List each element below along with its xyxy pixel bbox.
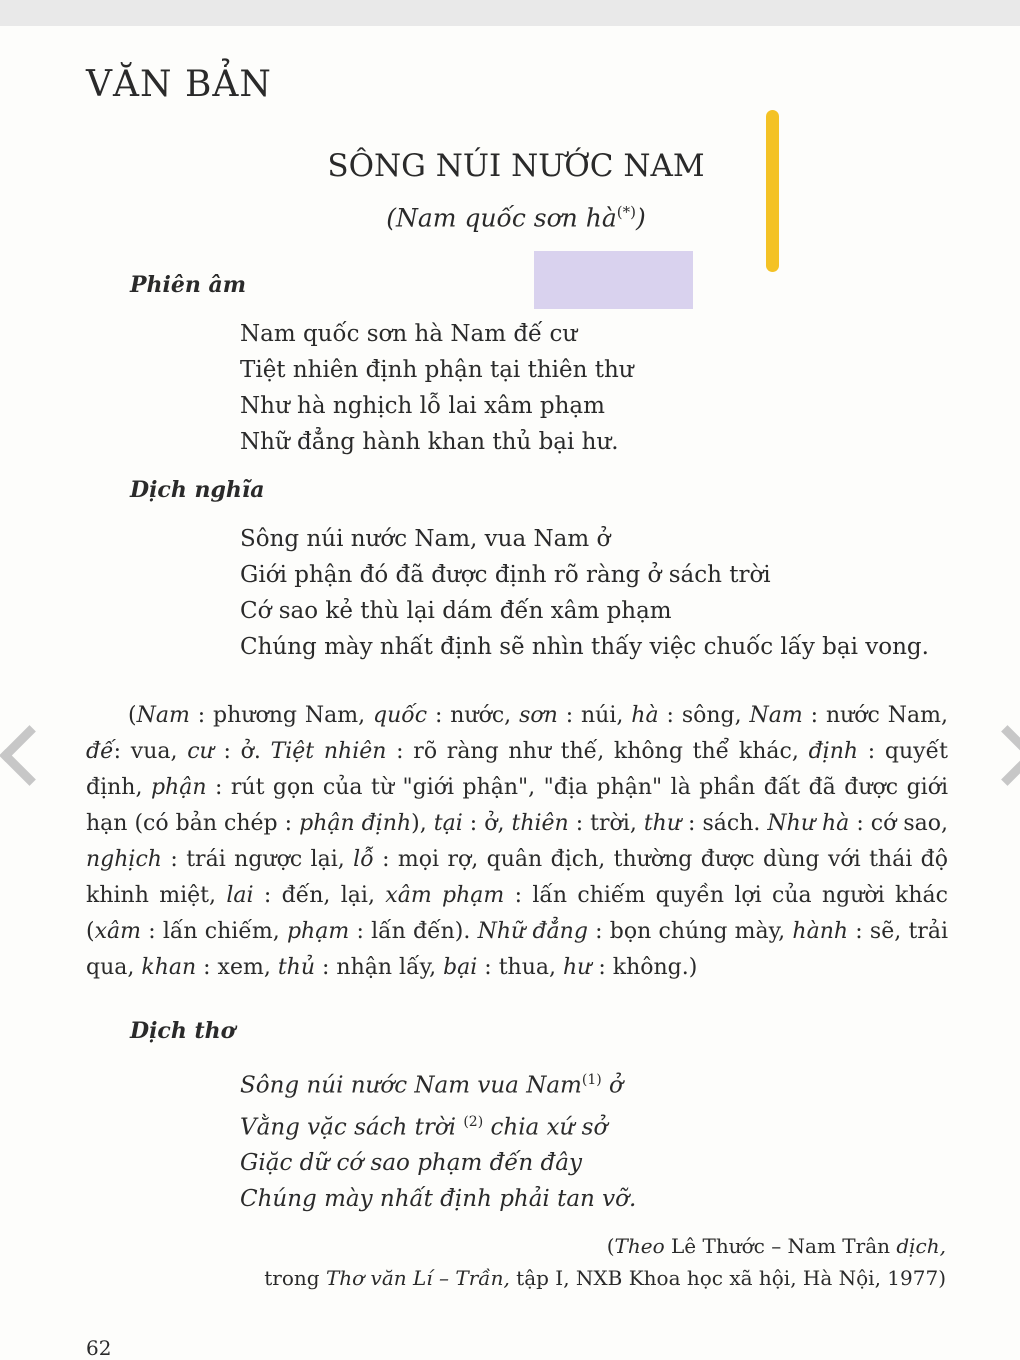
glossary-notes [86,698,948,986]
glossary-term: lai [226,883,254,908]
poem-subtitle [0,203,1020,232]
glossary-text: : nhận lấy, [315,955,444,980]
verse-line: Như hà nghịch lỗ lai xâm phạm [240,393,605,419]
glossary-term: lỗ [353,847,374,872]
glossary-term: Tiệt nhiên [270,739,387,764]
source-line-2 [264,1262,946,1294]
glossary-term: xâm [94,919,141,944]
source-text: tập I, NXB Khoa học xã hội, Hà Nội, 1977) [509,1266,946,1290]
glossary-term: thủ [277,955,316,980]
source-citation [264,1230,946,1294]
glossary-text: : sách. [681,811,768,836]
yellow-highlight-mark [766,110,779,272]
glossary-text: : rút gọn của từ "giới phận", "địa phận" là phần đất đã được giới hạn (có bản chép : [86,775,948,836]
glossary-text: : quyết định, [86,739,948,800]
glossary-text: : bọn chúng mày, [587,919,793,944]
glossary-term: tại [433,811,463,836]
poem-subtitle-close: ) [635,203,646,233]
poem-subtitle-text: (Nam quốc sơn hà [386,203,617,233]
purple-highlight-mark [534,251,693,309]
glossary-text: : phương Nam, [189,703,373,728]
verse-line-text: Sông núi nước Nam vua Nam [240,1072,582,1099]
glossary-text: : ở. [213,739,271,764]
glossary-term: Nam [749,703,803,728]
glossary-text: : thua, [477,955,563,980]
glossary-text: : đến, lại, [253,883,386,908]
glossary-text: : núi, [557,703,632,728]
glossary-text: : sẽ, trải qua, [86,919,948,980]
verse-line: Chúng mày nhất định phải tan vỡ. [240,1186,637,1213]
glossary-text: : nước, [427,703,520,728]
verse-line [240,1104,636,1146]
verse-line: Sông núi nước Nam, vua Nam ở [240,526,611,552]
phien-am-verse [240,316,634,460]
footnote-marker: (1) [581,1072,602,1088]
verse-line-text: ở [601,1072,623,1099]
glossary-term: cư [187,739,214,764]
page-number: 62 [86,1336,112,1360]
glossary-text: : rõ ràng như thế, không thể khác, [386,739,809,764]
dich-tho-verse [240,1062,636,1217]
glossary-term: hư [563,955,592,980]
glossary-term: định [808,739,859,764]
source-text: Theo [614,1234,665,1258]
glossary-text: : xem, [196,955,278,980]
glossary-term: đế [86,739,114,764]
verse-line: Giặc dữ cớ sao phạm đến đây [240,1150,582,1177]
source-line-1 [264,1230,946,1262]
glossary-text: : lấn chiếm, [140,919,287,944]
glossary-term: nghịch [86,847,162,872]
verse-line: Giới phận đó đã được định rõ ràng ở sách trời [240,562,771,588]
glossary-text: : nước Nam, [802,703,948,728]
verse-line: Nhữ đẳng hành khan thủ bại hư. [240,429,619,455]
glossary-term: quốc [373,703,428,728]
glossary-text: : trái ngược lại, [161,847,354,872]
page-top-edge [0,0,1020,26]
glossary-term: hà [631,703,659,728]
section-title: VĂN BẢN [86,64,272,105]
footnote-marker: (2) [463,1113,484,1130]
glossary-text: : ở, [462,811,512,836]
heading-dich-nghia: Dịch nghĩa [130,477,265,503]
source-text: trong [264,1266,326,1290]
glossary-term: sơn [519,703,558,728]
dich-nghia-verse [240,521,929,665]
glossary-text: : cớ sao, [849,811,949,836]
verse-line: Cớ sao kẻ thù lại dám đến xâm phạm [240,598,672,624]
verse-line: Nam quốc sơn hà Nam đế cư [240,321,578,347]
glossary-term: khan [141,955,197,980]
verse-line-text: Vằng vặc sách trời [240,1114,464,1141]
glossary-text: : vua, [113,739,188,764]
glossary-term: thiên [511,811,569,836]
glossary-text: ( [128,703,137,728]
verse-line: Chúng mày nhất định sẽ nhìn thấy việc chuốc lấy bại vong. [240,634,929,660]
source-book-title: Thơ văn Lí – Trần, [325,1266,510,1290]
source-text: dịch, [896,1234,946,1258]
footnote-marker: (*) [616,203,636,221]
glossary-term: Như hà [767,811,850,836]
glossary-text: : trời, [568,811,644,836]
verse-line [240,1062,636,1104]
glossary-text: : lấn đến). [349,919,478,944]
glossary-term: xâm phạm [385,883,505,908]
source-text: Lê Thước – Nam Trân [664,1234,897,1258]
source-text: ( [606,1234,615,1258]
glossary-term: bại [443,955,478,980]
heading-dich-tho: Dịch thơ [130,1018,236,1044]
glossary-term: phận định [299,811,412,836]
glossary-term: hành [792,919,849,944]
glossary-text: : mọi rợ, quân địch, thường được dùng với thái độ khinh miệt, [86,847,948,908]
glossary-term: phạm [286,919,350,944]
verse-line: Tiệt nhiên định phận tại thiên thư [240,357,634,383]
glossary-term: Nhữ đẳng [477,919,588,944]
poem-title: SÔNG NÚI NƯỚC NAM [327,148,705,184]
glossary-text: : sông, [658,703,750,728]
heading-phien-am: Phiên âm [130,272,247,298]
glossary-text: : không.) [591,955,698,980]
glossary-text: ), [411,811,434,836]
verse-line-text: chia xứ sở [483,1114,608,1141]
glossary-term: Nam [136,703,190,728]
glossary-term: phận [150,775,207,800]
glossary-term: thư [643,811,682,836]
glossary-text: : lấn chiếm quyền lợi của người khác ( [86,883,948,944]
